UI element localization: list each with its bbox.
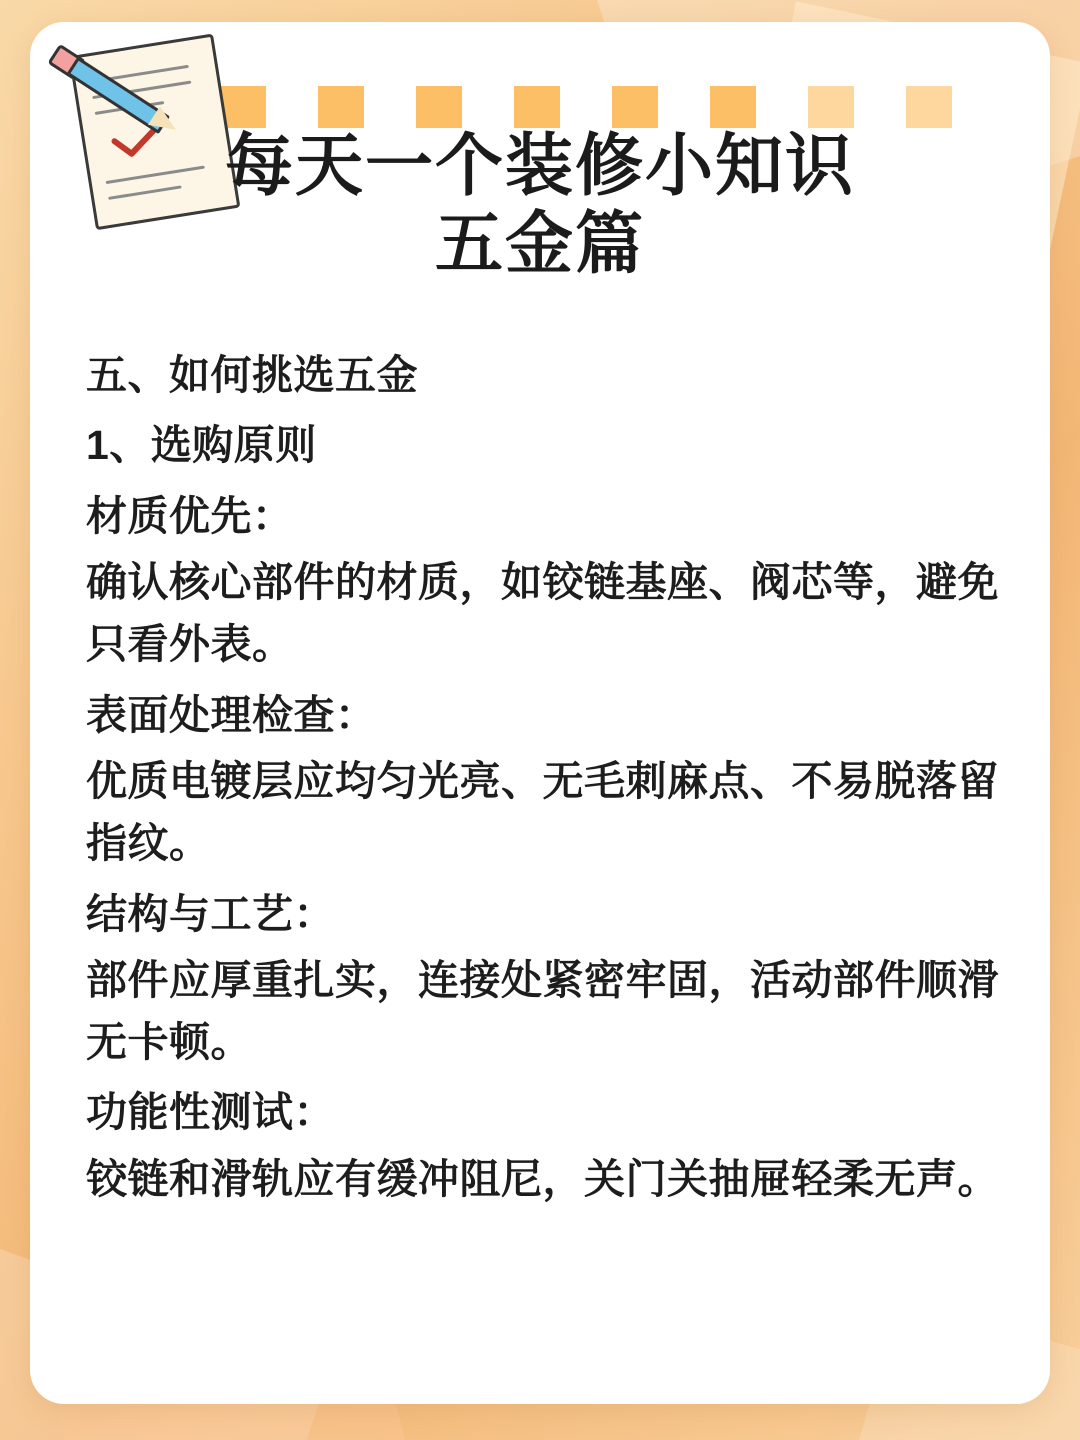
tape-icon [416, 86, 462, 128]
paragraph-point-text: 铰链和滑轨应有缓冲阻尼，关门关抽屉轻柔无声。 [86, 1155, 999, 1202]
tape-icon [612, 86, 658, 128]
paragraph-subsection-heading: 1、选购原则 [86, 422, 317, 469]
title-line-main: 每天一个装修小知识 [224, 128, 855, 204]
article-body [86, 344, 1002, 1218]
tape-icon [906, 86, 952, 128]
paragraph-point-text: 优质电镀层应均匀光亮、无毛刺麻点、不易脱落留指纹。 [86, 757, 999, 867]
tape-icon [318, 86, 364, 128]
tape-strip [220, 86, 952, 128]
tape-icon [710, 86, 756, 128]
paragraph-point-title: 结构与工艺： [86, 890, 335, 937]
tape-icon [808, 86, 854, 128]
paragraph-section-heading: 五、如何挑选五金 [86, 352, 418, 398]
paragraph-point-text: 部件应厚重扎实，连接处紧密牢固，活动部件顺滑无卡顿。 [86, 956, 999, 1066]
paragraph-point-text: 确认核心部件的材质，如铰链基座、阀芯等，避免只看外表。 [86, 558, 999, 668]
paragraph-point-title: 表面处理检查： [86, 691, 377, 738]
title-line-sub: 五金篇 [434, 206, 645, 283]
page-title [30, 128, 1050, 283]
content-card [30, 22, 1050, 1404]
paragraph-point-title: 功能性测试： [86, 1089, 335, 1136]
paragraph-point-title: 材质优先： [86, 492, 294, 539]
tape-icon [514, 86, 560, 128]
